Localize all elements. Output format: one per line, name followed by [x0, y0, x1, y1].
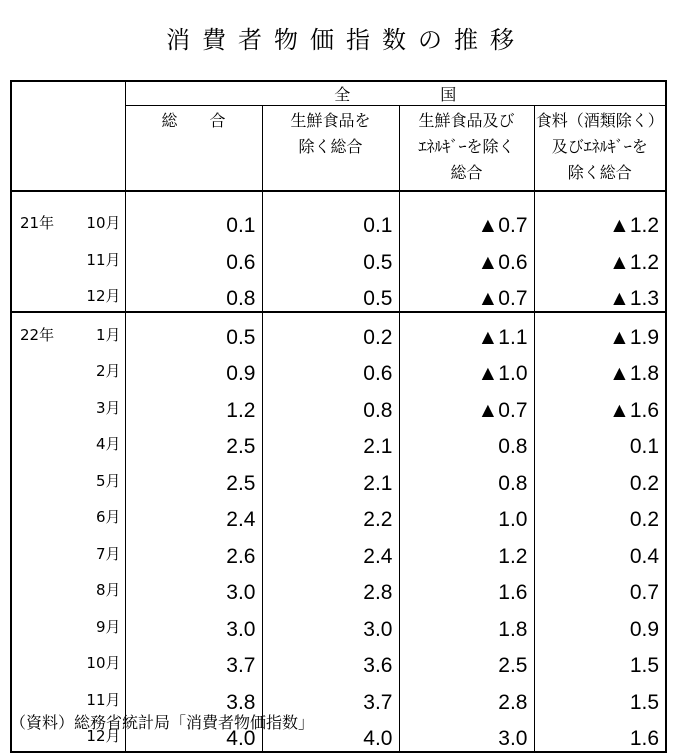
value-cell: 0.6 [262, 350, 399, 387]
row-month: 1月 [95, 325, 121, 344]
table-row [11, 238, 666, 275]
row-month: 9月 [95, 617, 121, 636]
table-row [11, 642, 666, 679]
row-month: 6月 [95, 508, 121, 526]
value-cell: 0.9 [534, 605, 666, 642]
row-label [11, 496, 125, 533]
table-row [11, 532, 666, 569]
value-cell: 2.2 [262, 496, 399, 533]
region-header: 全国 [125, 81, 666, 106]
table-row [11, 459, 666, 496]
row-label [11, 191, 125, 238]
value-cell: 1.8 [399, 605, 534, 642]
table-row [11, 496, 666, 533]
row-year: 22年 [20, 325, 55, 344]
row-label [11, 605, 125, 642]
value-cell: 3.7 [125, 642, 262, 679]
row-label [11, 386, 125, 423]
row-month: 11月 [86, 250, 121, 269]
row-month: 12月 [86, 727, 121, 745]
table-row [11, 605, 666, 642]
value-cell: 0.8 [399, 423, 534, 460]
value-cell: 0.2 [534, 496, 666, 533]
row-month: 5月 [95, 471, 121, 490]
value-cell: 0.1 [125, 191, 262, 238]
value-cell: ▲0.6 [399, 238, 534, 275]
value-cell: ▲0.7 [399, 386, 534, 423]
value-cell: 2.5 [125, 423, 262, 460]
row-label [11, 423, 125, 460]
row-label [11, 459, 125, 496]
column-header-2 [262, 106, 399, 192]
value-cell: 2.4 [262, 532, 399, 569]
column-header-line: 食料（酒類除く） [535, 111, 664, 130]
value-cell: ▲1.1 [399, 312, 534, 350]
column-header-line: 総合 [161, 111, 258, 130]
cpi-table [10, 80, 667, 753]
value-cell: 0.8 [125, 275, 262, 313]
table-row [11, 312, 666, 350]
row-label [11, 678, 125, 715]
column-header-1 [125, 106, 262, 192]
row-month: 2月 [95, 362, 121, 380]
table-row [11, 350, 666, 387]
value-cell: 1.6 [399, 569, 534, 606]
row-label [11, 350, 125, 387]
value-cell: 3.0 [262, 605, 399, 642]
value-cell: 1.2 [399, 532, 534, 569]
value-cell: 1.2 [125, 386, 262, 423]
value-cell: 1.0 [399, 496, 534, 533]
value-cell: 0.8 [399, 459, 534, 496]
row-month: 10月 [86, 214, 121, 232]
table-corner-cell [11, 81, 125, 191]
row-month: 7月 [95, 544, 121, 563]
value-cell: 3.6 [262, 642, 399, 679]
row-label [11, 312, 125, 350]
value-cell: ▲1.0 [399, 350, 534, 387]
row-label [11, 569, 125, 606]
row-month: 3月 [95, 398, 121, 417]
row-month: 12月 [86, 287, 121, 305]
value-cell: 1.6 [534, 715, 666, 753]
value-cell: ▲1.8 [534, 350, 666, 387]
value-cell: ▲0.7 [399, 275, 534, 313]
row-label [11, 275, 125, 313]
row-month: 11月 [86, 690, 121, 709]
table-row [11, 678, 666, 715]
row-month: 8月 [95, 581, 121, 599]
table-row [11, 386, 666, 423]
column-header-line: 除く総合 [567, 163, 632, 182]
column-header-line: 生鮮食品を [290, 111, 371, 130]
row-label [11, 532, 125, 569]
value-cell: 0.5 [262, 238, 399, 275]
value-cell: 0.8 [262, 386, 399, 423]
column-header-4 [534, 106, 666, 192]
value-cell: ▲1.6 [534, 386, 666, 423]
row-year: 21年 [20, 214, 55, 232]
value-cell: 0.7 [534, 569, 666, 606]
value-cell: ▲1.3 [534, 275, 666, 313]
table-row [11, 569, 666, 606]
value-cell: 0.2 [262, 312, 399, 350]
column-header-line: 除く総合 [298, 137, 363, 156]
column-header-line: 生鮮食品及び [418, 111, 515, 130]
column-header-line: 総合 [450, 163, 483, 182]
value-cell: 4.0 [262, 715, 399, 753]
value-cell: ▲1.2 [534, 191, 666, 238]
value-cell: 2.1 [262, 459, 399, 496]
value-cell: 0.2 [534, 459, 666, 496]
value-cell: 0.5 [262, 275, 399, 313]
value-cell: 2.5 [399, 642, 534, 679]
value-cell: ▲1.2 [534, 238, 666, 275]
value-cell: 3.0 [125, 569, 262, 606]
value-cell: 2.8 [262, 569, 399, 606]
column-header-line: ｴﾈﾙｷﾞｰを除く [418, 137, 515, 156]
row-month: 4月 [95, 435, 121, 453]
value-cell: 2.8 [399, 678, 534, 715]
value-cell: ▲0.7 [399, 191, 534, 238]
table-row [11, 191, 666, 238]
page-title: 消費者物価指数の推移 [166, 26, 526, 54]
column-header-3 [399, 106, 534, 192]
value-cell: 0.9 [125, 350, 262, 387]
column-header-line: 及びｴﾈﾙｷﾞｰを [551, 137, 648, 156]
source-note: （資料）総務省統計局「消費者物価指数」 [10, 713, 315, 732]
value-cell: 2.6 [125, 532, 262, 569]
value-cell: 1.5 [534, 678, 666, 715]
value-cell: 2.1 [262, 423, 399, 460]
table-row [11, 275, 666, 313]
table-row [11, 423, 666, 460]
value-cell: 0.4 [534, 532, 666, 569]
row-month: 10月 [86, 654, 121, 672]
value-cell: 3.0 [399, 715, 534, 753]
value-cell: ▲1.9 [534, 312, 666, 350]
value-cell: 4.0 [125, 715, 262, 753]
value-cell: 0.5 [125, 312, 262, 350]
row-label [11, 238, 125, 275]
value-cell: 2.5 [125, 459, 262, 496]
value-cell: 0.6 [125, 238, 262, 275]
value-cell: 0.1 [262, 191, 399, 238]
value-cell: 1.5 [534, 642, 666, 679]
value-cell: 0.1 [534, 423, 666, 460]
value-cell: 3.8 [125, 678, 262, 715]
row-label [11, 642, 125, 679]
value-cell: 2.4 [125, 496, 262, 533]
value-cell: 3.7 [262, 678, 399, 715]
value-cell: 3.0 [125, 605, 262, 642]
